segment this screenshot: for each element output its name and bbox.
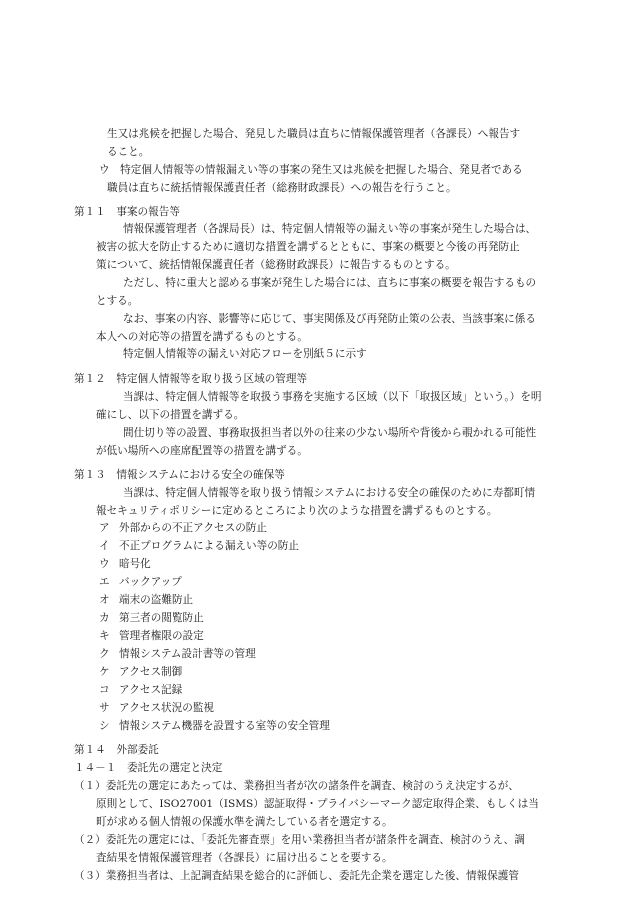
paragraph-line: 本人への対応等の措置を講ずるものとする。 [96,331,308,343]
list-item [99,719,330,734]
list-marker: オ [99,594,110,606]
section-heading-14: 第１４ 外部委託 [74,744,159,756]
numbered-item: （２）委託先の選定には、「委託先審査票」を用い業務担当者が諸条件を調査、検討のうえ、調 [74,834,525,846]
paragraph-line: 報セキュリティポリシーに定めるところにより次のような措置を講ずるものとする。 [96,505,498,517]
paragraph-line: 特定個人情報等の漏えい対応フローを別紙５に示す [123,348,367,360]
list-item-text: 暗号化 [119,558,151,570]
paragraph-line: とする。 [96,295,139,307]
list-item [99,647,256,662]
paragraph-line: 当課は、特定個人情報等を取り扱う情報システムにおける安全の確保のために寿都町情 [123,487,536,499]
paragraph-line: 当課は、特定個人情報等を取扱う事務を実施する区域（以下「取扱区域」という。）を明 [123,391,542,403]
body-line: ること。 [107,146,150,158]
list-marker: ク [99,648,110,660]
paragraph-line: 情報保護管理者（各課局長）は、特定個人情報等の漏えい等の事案が発生した場合は、 [123,223,537,235]
list-item [99,539,299,554]
list-item-text: 情報システム機器を設置する室等の安全管理 [119,720,330,732]
list-marker: ウ [99,558,110,570]
list-item [99,665,182,680]
paragraph-line: 町が求める個人情報の保護水準を満たしている者を選定する。 [96,816,393,828]
list-marker: イ [99,540,110,552]
list-item-text: アクセス状況の監視 [119,702,215,714]
list-item: ウ 特定個人情報等の情報漏えい等の事案の発生又は兆候を把握した場合、発見者である [99,164,523,176]
list-item [99,629,204,644]
list-item [99,575,182,590]
list-marker: ア [99,522,110,534]
section-heading-13: 第１３ 情報システムにおける安全の確保等 [74,469,285,481]
list-item-text: 端末の盗難防止 [119,594,194,606]
section-heading-11: 第１１ 事案の報告等 [74,206,180,218]
numbered-item: （１）委託先の選定にあたっては、業務担当者が次の諸条件を調査、検討のうえ決定するが、 [74,780,519,792]
list-item [99,701,214,716]
subsection-heading: １４－１ 委託先の選定と決定 [74,762,223,774]
body-line: 職員は直ちに統括情報保護責任者（総務財政課長）への報告を行うこと。 [107,182,457,194]
list-item-text: アクセス制御 [119,666,183,678]
list-item-text: 不正プログラムによる漏えい等の防止 [119,540,299,552]
list-item [99,611,204,626]
paragraph-line: 査結果を情報保護管理者（各課長）に届け出ることを要する。 [96,852,393,864]
body-line: 生又は兆候を把握した場合、発見した職員は直ちに情報保護管理者（各課長）へ報告す [107,128,521,140]
paragraph-line: なお、事案の内容、影響等に応じて、事実関係及び再発防止策の公表、当該事案に係る [123,313,536,325]
list-item [99,683,182,698]
list-item [99,521,267,536]
list-marker: ケ [99,666,110,678]
paragraph-line: 間仕切り等の設置、事務取扱担当者以外の往来の少ない場所や背後から覗かれる可能性 [123,427,537,439]
paragraph-line: 確にし、以下の措置を講ずる。 [96,409,245,421]
list-item-text: 管理者権限の設定 [119,630,204,642]
list-item-text: 第三者の閲覧防止 [119,612,204,624]
list-marker: シ [99,720,110,732]
list-item [99,593,193,608]
paragraph-line: 被害の拡大を防止するために適切な措置を講ずるとともに、事案の概要と今後の再発防止 [96,241,520,253]
paragraph-line: 原則として、ISO27001（ISMS）認証取得・プライバシーマーク認定取得企業、もしくは当 [96,798,539,810]
paragraph-line: 策について、統括情報保護責任者（総務財政課長）に報告するものとする。 [96,259,456,271]
list-item-text: 情報システム設計書等の管理 [119,648,256,660]
list-item-text: アクセス記録 [119,684,183,696]
list-marker: カ [99,612,110,624]
list-marker: エ [99,576,110,588]
numbered-item: （３）業務担当者は、上記調査結果を総合的に評価し、委託先企業を選定した後、情報保護管 [74,870,519,882]
list-item-text: バックアップ [119,576,182,588]
paragraph-line: ただし、特に重大と認める事案が発生した場合には、直ちに事案の概要を報告するもの [123,277,537,289]
section-heading-12: 第１２ 特定個人情報等を取り扱う区域の管理等 [74,373,308,385]
list-item [99,557,151,572]
list-item-text: 外部からの不正アクセスの防止 [119,522,267,534]
paragraph-line: が低い場所への座席配置等の措置を講ずる。 [96,445,308,457]
list-marker: コ [99,684,110,696]
list-marker: キ [99,630,110,642]
list-marker: サ [99,702,110,714]
